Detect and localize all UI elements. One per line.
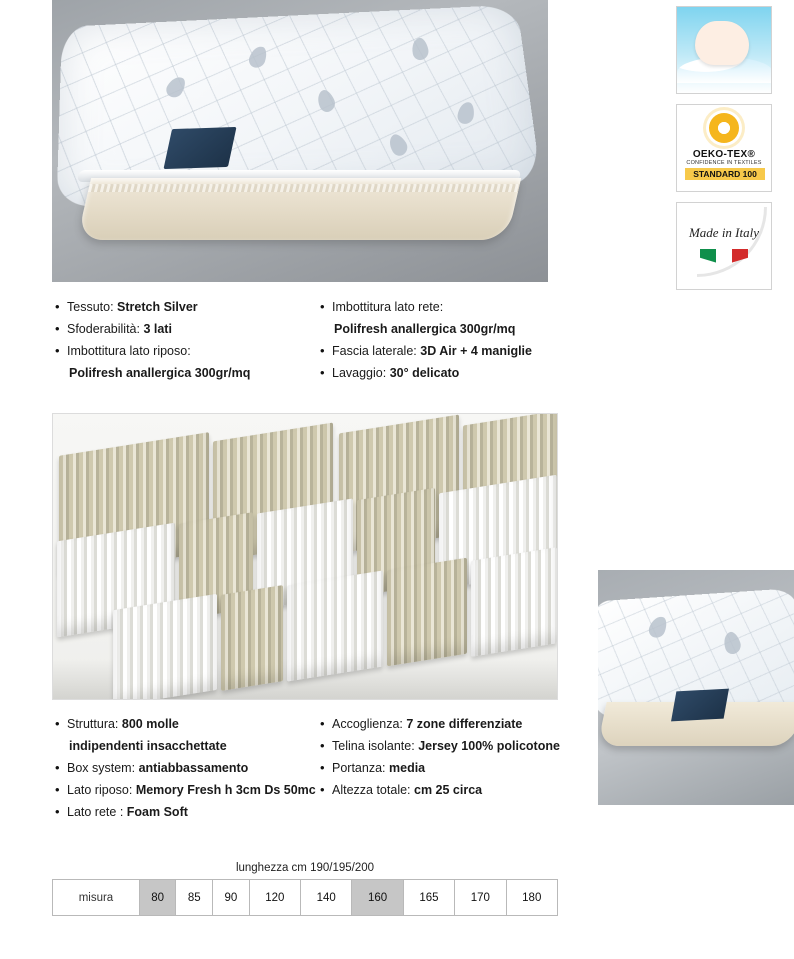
spec-value: cm 25 circa: [414, 783, 483, 797]
spec-label: Fascia laterale:: [332, 344, 417, 358]
brand-label-icon: [671, 689, 729, 722]
spec-value: 7 zone differenziate: [406, 717, 523, 731]
list-item: [320, 298, 532, 317]
size-cell-160[interactable]: 160: [352, 880, 403, 916]
spec-label: Lato riposo:: [67, 783, 133, 797]
spec-label: Struttura:: [67, 717, 119, 731]
spec-label: Lato rete :: [67, 805, 124, 819]
size-cell-120[interactable]: 120: [249, 880, 300, 916]
size-cell-165[interactable]: 165: [403, 880, 454, 916]
size-cell-170[interactable]: 170: [455, 880, 506, 916]
list-item: [55, 342, 250, 361]
spring-bank-white: [113, 594, 217, 700]
list-item: [55, 759, 316, 778]
spec-label: Accoglienza:: [332, 717, 403, 731]
spec-value: 3 lati: [143, 322, 172, 336]
spec-label: Imbottitura lato rete:: [332, 300, 444, 314]
list-item: [320, 781, 560, 800]
spec-value: media: [389, 761, 426, 775]
spec-label: Sfoderabilità:: [67, 322, 140, 336]
size-cell-180[interactable]: 180: [506, 880, 558, 916]
certification-badges: [676, 6, 772, 300]
mattress-top-photo: [52, 0, 548, 282]
list-item: [320, 364, 532, 383]
size-row-label: misura: [53, 880, 140, 916]
spec-value: Polifresh anallergica 300gr/mq: [334, 322, 516, 336]
mattress-illustration: [60, 10, 538, 260]
spec-label: Tessuto:: [67, 300, 114, 314]
badge-oeko-tex: [676, 104, 772, 192]
size-cell-90[interactable]: 90: [213, 880, 250, 916]
ribbon-icon: [697, 207, 767, 277]
brand-label-icon: [163, 127, 236, 169]
list-item: [55, 320, 250, 339]
oeko-tex-standard: STANDARD 100: [685, 168, 765, 180]
list-item-continuation: [55, 737, 316, 756]
spec-value: Memory Fresh h 3cm Ds 50mc: [135, 783, 316, 797]
list-item: [55, 715, 316, 734]
specs-bottom-right: [320, 715, 560, 803]
spec-label: Portanza:: [332, 761, 386, 775]
size-table: [52, 879, 558, 916]
size-cell-85[interactable]: 85: [176, 880, 213, 916]
list-item: [320, 715, 560, 734]
size-cell-140[interactable]: 140: [301, 880, 352, 916]
spec-label: Telina isolante:: [332, 739, 415, 753]
spring-bank-white: [287, 570, 383, 681]
top-section: [0, 0, 794, 285]
spec-label: Altezza totale:: [332, 783, 411, 797]
mattress-side-photo: [598, 570, 794, 805]
size-table-section: [52, 862, 558, 916]
spring-bank: [221, 585, 283, 691]
list-item: [55, 298, 250, 317]
pocket-springs-photo: [52, 413, 558, 700]
oeko-tex-sun-icon: [709, 113, 739, 143]
badge-made-in-italy: [676, 202, 772, 290]
list-item: [320, 342, 532, 361]
made-in-italy-text: Made in Italy: [688, 225, 760, 240]
spec-value: 30° delicato: [389, 366, 460, 380]
spec-label: Imbottitura lato riposo:: [67, 344, 191, 358]
size-table-title: lunghezza cm 190/195/200: [235, 862, 375, 874]
badge-hand-on-foam: [676, 6, 772, 94]
list-item: [55, 803, 316, 822]
oeko-tex-subtitle: CONFIDENCE IN TEXTILES: [686, 160, 762, 166]
spring-bank: [387, 558, 467, 667]
spec-value: 3D Air + 4 maniglie: [420, 344, 532, 358]
specs-bottom-left: [55, 715, 316, 825]
mattress-side-band: [77, 178, 521, 240]
spec-value: 800 molle: [121, 717, 179, 731]
list-item: [320, 759, 560, 778]
list-item: [320, 737, 560, 756]
oeko-tex-title: OEKO-TEX®: [692, 149, 756, 160]
spec-value: Jersey 100% policotone: [418, 739, 560, 753]
list-item: [55, 781, 316, 800]
spec-value: Foam Soft: [126, 805, 188, 819]
list-item-continuation: [55, 364, 250, 383]
hand-icon: [695, 21, 749, 65]
spec-label: Lavaggio:: [332, 366, 387, 380]
specs-top-left: [55, 298, 250, 386]
size-cell-80[interactable]: 80: [139, 880, 176, 916]
table-row: [53, 880, 558, 916]
spec-value: indipendenti insacchettate: [69, 739, 227, 753]
spring-bank-white: [471, 547, 557, 657]
specs-top-right: [320, 298, 532, 386]
list-item-continuation: [320, 320, 532, 339]
spec-value: Stretch Silver: [117, 300, 198, 314]
spec-value: antiabbassamento: [138, 761, 249, 775]
spec-label: Box system:: [67, 761, 136, 775]
spec-value: Polifresh anallergica 300gr/mq: [69, 366, 251, 380]
